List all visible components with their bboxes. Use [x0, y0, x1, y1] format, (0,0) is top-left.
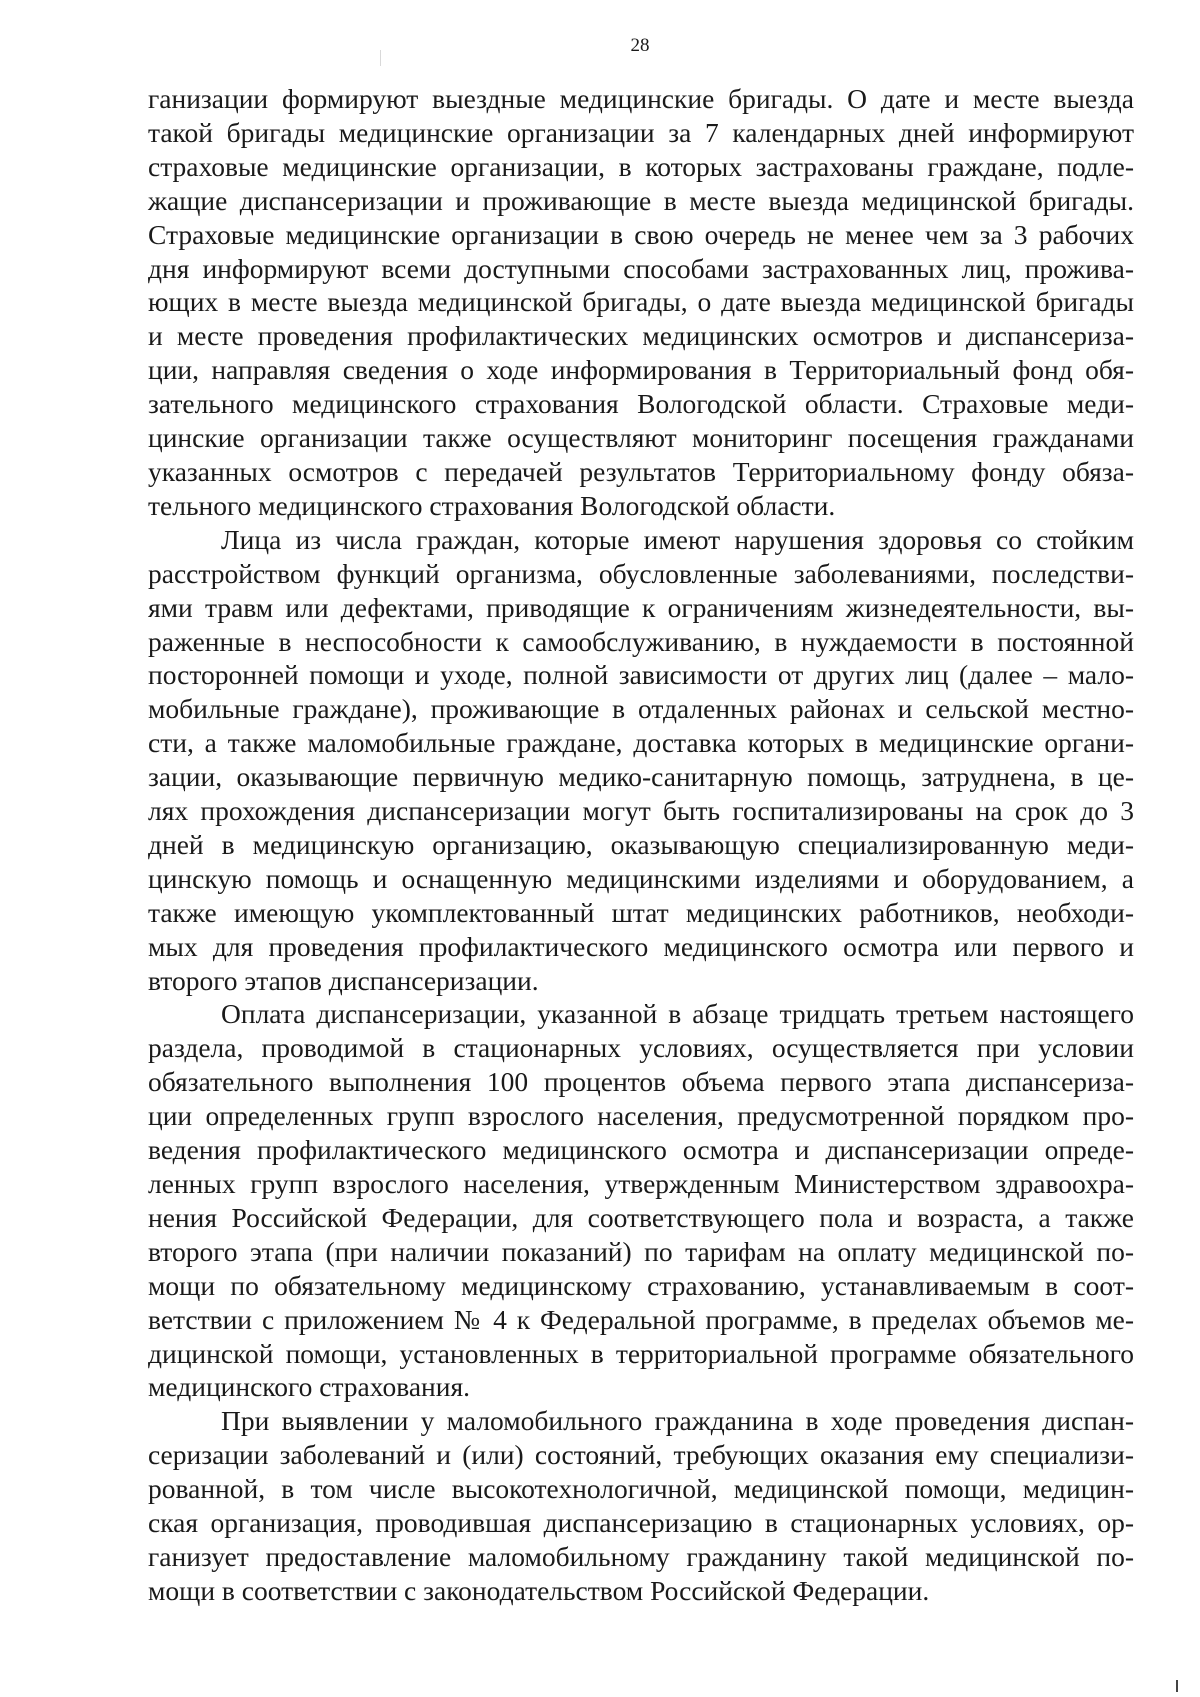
text-line: мобильные граждане), проживающие в отдаленных районах и сельской местно- [148, 693, 1134, 725]
text-line: дня информируют всеми доступными способами застрахованных лиц, прожива- [148, 252, 1134, 284]
text-line: ведения профилактического медицинского осмотра и диспансеризации опреде- [148, 1134, 1134, 1166]
text-line: ленных групп взрослого населения, утвержденным Министерством здравоохра- [148, 1168, 1134, 1199]
text-line: дицинской помощи, установленных в территориальной программе обязательного [148, 1337, 1134, 1369]
text-line: раженные в неспособности к самообслуживанию, в нуждаемости в постоянной [148, 625, 1134, 657]
document-body [148, 82, 1134, 1608]
paragraph [148, 523, 1134, 998]
text-line: также имеющую укомплектованный штат медицинских работников, необходи- [148, 896, 1134, 928]
text-line: страховые медицинские организации, в которых застрахованы граждане, подле- [148, 150, 1134, 182]
text-line: Оплата диспансеризации, указанной в абзаце тридцать третьем настоящего [221, 998, 1134, 1030]
text-line: нения Российской Федерации, для соответствующего пола и возраста, а также [148, 1201, 1134, 1233]
text-line: ветствии с приложением № 4 к Федеральной программе, в пределах объемов ме- [148, 1303, 1134, 1335]
text-line: ганизует предоставление маломобильному гражданину такой медицинской по- [148, 1540, 1134, 1572]
text-line: Лица из числа граждан, которые имеют нарушения здоровья со стойким [221, 523, 1134, 555]
text-line: ющих в месте выезда медицинской бригады, о дате выезда медицинской бригады [148, 286, 1134, 318]
text-line: серизации заболеваний и (или) состояний, требующих оказания ему специализи- [148, 1439, 1134, 1471]
text-line: сти, а также маломобильные граждане, доставка которых в медицинские органи- [148, 727, 1134, 759]
text-line: второго этапа (при наличии показаний) по тарифам на оплату медицинской по- [148, 1235, 1134, 1267]
text-line: и месте проведения профилактических медицинских осмотров и диспансериза- [148, 320, 1134, 352]
scan-artifact-mark [1176, 1680, 1178, 1692]
text-line: ями травм или дефектами, приводящие к ограничениям жизнедеятельности, вы- [148, 591, 1134, 623]
text-line: зации, оказывающие первичную медико-санитарную помощь, затруднена, в це- [148, 761, 1134, 793]
paragraph [148, 1404, 1134, 1607]
paragraph [148, 997, 1134, 1404]
text-line: цинскую помощь и оснащенную медицинскими изделиями и оборудованием, а [148, 862, 1134, 894]
text-line: лях прохождения диспансеризации могут быть госпитализированы на срок до 3 [148, 795, 1134, 827]
text-line: мощи в соответствии с законодательством Российской Федерации. [148, 1574, 930, 1606]
text-line: такой бригады медицинские организации за 7 календарных дней информируют [148, 116, 1134, 148]
text-line: мощи по обязательному медицинскому страхованию, устанавливаемым в соот- [148, 1269, 1134, 1301]
text-line: дней в медицинскую организацию, оказывающую специализированную меди- [148, 828, 1134, 860]
text-line: Страховые медицинские организации в свою очередь не менее чем за 3 рабочих [148, 218, 1134, 250]
text-line: обязательного выполнения 100 процентов объема первого этапа диспансериза- [148, 1066, 1134, 1098]
text-line: При выявлении у маломобильного гражданина в ходе проведения диспан- [221, 1405, 1134, 1437]
text-line: рованной, в том числе высокотехнологичной, медицинской помощи, медицин- [148, 1473, 1134, 1505]
text-line: ганизации формируют выездные медицинские бригады. О дате и месте выезда [148, 83, 1134, 114]
text-line: второго этапов диспансеризации. [148, 964, 539, 996]
paragraph [148, 82, 1134, 523]
text-line: тельного медицинского страхования Вологодской области. [148, 489, 836, 521]
text-line: указанных осмотров с передачей результатов Территориальному фонду обяза- [148, 455, 1134, 487]
text-line: цинские организации также осуществляют мониторинг посещения гражданами [148, 422, 1134, 454]
text-line: ции, направляя сведения о ходе информирования в Территориальный фонд обя- [148, 354, 1134, 386]
text-line: ская организация, проводившая диспансеризацию в стационарных условиях, ор- [148, 1507, 1134, 1539]
text-line: мых для проведения профилактического медицинского осмотра или первого и [148, 930, 1134, 962]
text-line: медицинского страхования. [148, 1371, 470, 1403]
text-line: жащие диспансеризации и проживающие в месте выезда медицинской бригады. [148, 184, 1134, 216]
text-line: раздела, проводимой в стационарных условиях, осуществляется при условии [148, 1032, 1134, 1064]
text-line: посторонней помощи и уходе, полной зависимости от других лиц (далее – мало- [148, 659, 1134, 691]
text-line: ции определенных групп взрослого населения, предусмотренной порядком про- [148, 1100, 1134, 1132]
text-line: зательного медицинского страхования Вологодской области. Страховые меди- [148, 388, 1134, 420]
page-number: 28 [630, 35, 650, 56]
text-line: расстройством функций организма, обусловленные заболеваниями, последстви- [148, 557, 1134, 589]
